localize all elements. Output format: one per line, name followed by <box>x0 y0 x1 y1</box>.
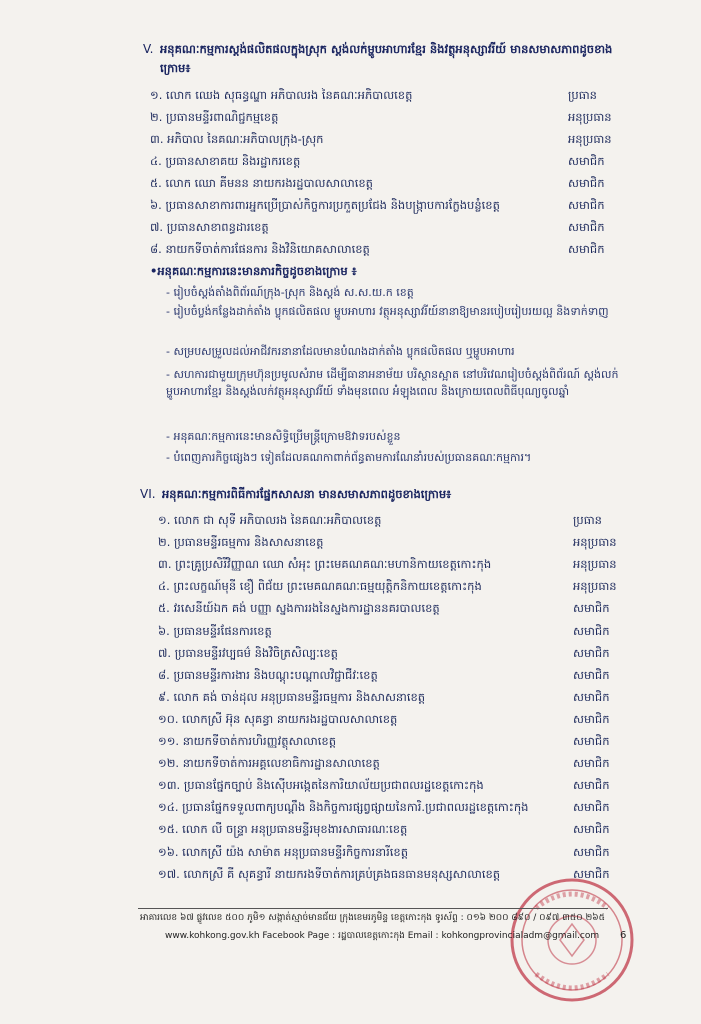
member-row-text: ២. ប្រធានមន្ទីរធម្មការ និងសាសនាខេត្ត <box>158 535 324 550</box>
member-row-text: ៥. លោក ឈោ គីមនន នាយករងរដ្ឋបាលសាលាខេត្ត <box>150 176 373 190</box>
section-vi-heading: អនុគណៈកម្មការពិធីការផ្នែកសាសនា មានសមាសភាពដូចខាងក្រោម៖ <box>162 487 452 501</box>
section-vi-number: VI. <box>140 487 156 501</box>
task-item: - សហការជាមួយក្រុមហ៊ុនប្រមូលសំរាម ដើម្បីធានាអនាម័យ បរិស្ថានស្អាត នៅបរិវេណរៀបចំស្តង់ពិព័រណ៍ ស្តង់លក់ម្ហូបអាហារខ្មែរ និងស្តង់លក់វត្ថុអនុស្សាវរីយ៍ ទាំងមុនពេល អំឡុងពេល និងក្រោយពេលពិធីបុណ្យចូលឆ្នាំ <box>166 368 619 398</box>
member-row-role: អនុប្រធាន <box>573 557 617 572</box>
member-row-role: សមាជិក <box>568 220 605 234</box>
member-row-role: សមាជិក <box>573 623 610 638</box>
member-row-text: ៧. ប្រធានសាខាពន្ធដារខេត្ត <box>150 220 269 234</box>
member-row-role: អនុប្រធាន <box>568 132 612 146</box>
member-row-role: សមាជិក <box>573 844 610 859</box>
member-row-role: សមាជិក <box>573 866 610 881</box>
member-row-text: ៣. ព្រះគ្រូប្រសិរីវិញ្ញាណ ឈោ សំអុះ ព្រះមេគណគណៈមហានិកាយខេត្តកោះកុង <box>158 557 492 572</box>
member-row-text: ១៣. ប្រធានផ្នែកច្បាប់ និងស៊ើបអង្កេតនៃការិយាល័យប្រជាពលរដ្ឋខេត្តកោះកុង <box>158 778 484 793</box>
member-row-role: សមាជិក <box>573 778 610 793</box>
footer-contacts: www.kohkong.gov.kh Facebook Page : រដ្ឋបាលខេត្តកោះកុង Email : kohkongprovincialadm@gmail.com <box>165 931 600 941</box>
member-row-text: ៦. ប្រធានសាខាការពារអ្នកប្រើប្រាស់កិច្ចការប្រកួតប្រជែង និងបង្ក្រាបការក្លែងបន្លំខេត្ត <box>150 198 500 212</box>
member-row-text: ៤. ព្រះលក្ខណ៍មុនី ខឿ ពិជ័យ ព្រះមេគណគណៈធម្មយុត្តិកនិកាយខេត្តកោះកុង <box>158 579 482 594</box>
footer-divider <box>138 908 608 909</box>
task-item: - រៀបចំស្តង់តាំងពិព័រណ៍ក្រុង-ស្រុក និងស្តង់ ស.ស.យ.ក ខេត្ត <box>166 286 414 299</box>
member-row-role: អនុប្រធាន <box>573 535 617 550</box>
member-row-role: សមាជិក <box>568 154 605 168</box>
task-item: - អនុគណៈកម្មការនេះមានសិទ្ធិប្រើមន្ត្រីក្រោមឱវាទរបស់ខ្លួន <box>166 430 401 443</box>
task-item: - បំពេញភារកិច្ចផ្សេងៗ ទៀតដែលគណកាពាក់ព័ន្ធតាមការណែនាំរបស់ប្រធានគណៈកម្មការ។ <box>166 451 532 464</box>
member-row-role: ប្រធាន <box>568 88 597 102</box>
member-row-role: ប្រធាន <box>573 513 602 527</box>
task-item: - សម្របសម្រួលដល់អាជីវករនានាដែលមានបំណងដាក់តាំង ប្លុកផលិតផល ឬម្ហូបអាហារ <box>166 345 515 358</box>
footer-address: អាគារលេខ ៦៧ ផ្លូវលេខ ៥០០ ភូមិ១ សង្កាត់ស្មាច់មានជ័យ ក្រុងខេមរភូមិន្ទ ខេត្តកោះកុង ទូរស័ព្ទ : ០១៦ ២០០ ៨៩០ / ០៩៧ ៣៥០ ២៦៥ <box>140 913 606 923</box>
member-row-text: ៦. ប្រធានមន្ទីរផែនការខេត្ត <box>158 623 272 638</box>
member-row-text: ១៤. ប្រធានផ្នែកទទួលពាក្យបណ្តឹង និងកិច្ចការផ្សព្វផ្សាយនៃការិ.ប្រជាពលរដ្ឋខេត្តកោះកុង <box>158 800 529 815</box>
section-v-number: V. <box>143 42 154 56</box>
member-row-text: ១៧. លោកស្រី គី សុគន្ធារី នាយករងទីចាត់ការគ្រប់គ្រងធនធានមនុស្សសាលាខេត្ត <box>158 866 501 881</box>
member-row-role: សមាជិក <box>573 601 610 616</box>
member-row-text: ១៦. លោកស្រី យ៉ង សាម៉ាត អនុប្រធានមន្ទីរកិច្ចការនារីខេត្ត <box>158 844 409 859</box>
member-row-text: ៥. វរសេនីយ៍ឯក គង់ បញ្ញា ស្នងការរងនៃស្នងការដ្ឋាននគរបាលខេត្ត <box>158 601 440 616</box>
member-row-role: អនុប្រធាន <box>573 579 617 594</box>
member-row-role: សមាជិក <box>573 822 610 837</box>
member-row-role: អនុប្រធាន <box>568 110 612 124</box>
member-row-role: សមាជិក <box>573 800 610 815</box>
member-row-role: សមាជិក <box>573 711 610 726</box>
member-row-text: ១២. នាយកទីចាត់ការអគ្គលេខាធិការដ្ឋានសាលាខេត្ត <box>158 756 380 771</box>
section-v-heading: អនុគណៈកម្មការស្តង់ផលិតផលក្នុងស្រុក ស្តង់លក់ម្ហូបអាហារខ្មែរ និងវត្ថុអនុស្សាវរីយ៍ មានសមាសភាពដូចខាងក្រោម៖ <box>160 42 613 75</box>
member-row-text: ១. លោក ជា សុទី អភិបាលរង នៃគណៈអភិបាលខេត្ត <box>158 513 382 527</box>
member-row-text: ៨. ប្រធានមន្ទីរការងារ និងបណ្តុះបណ្តាលវិជ្ជាជីវៈខេត្ត <box>158 667 378 682</box>
task-item: - រៀបចំប្លង់កន្លែងដាក់តាំង ប្លុកផលិតផល ម្ហូបអាហារ វត្ថុអនុស្សាវរីយ៍នានាឱ្យមានរបៀបរៀបរយល្អ និងទាក់ទាញ <box>166 305 609 318</box>
member-row-text: ១១. នាយកទីចាត់ការហិរញ្ញវត្ថុសាលាខេត្ត <box>158 734 337 748</box>
member-row-text: ២. ប្រធានមន្ទីរពាណិជ្ជកម្មខេត្ត <box>150 110 279 124</box>
member-row-text: ៨. នាយកទីចាត់ការផែនការ និងវិនិយោគសាលាខេត្ត <box>150 242 370 256</box>
member-row-role: សមាជិក <box>568 176 605 190</box>
member-row-text: ៣. អភិបាល នៃគណៈអភិបាលក្រុង-ស្រុក <box>150 132 324 146</box>
member-row-text: ១. លោក ឈេង សុធន្ធណ្ឌា អភិបាលរង នៃគណៈអភិបាលខេត្ត <box>150 88 413 102</box>
member-row-text: ៤. ប្រធានសាខាគយ និងរដ្ឋាករខេត្ត <box>150 154 301 168</box>
member-row-text: ៧. ប្រធានមន្ទីរវប្បធម៌ និងវិចិត្រសិល្បៈខេត្ត <box>158 645 338 660</box>
page-number: 6 <box>620 930 627 941</box>
member-row-role: សមាជិក <box>568 242 605 256</box>
member-row-role: សមាជិក <box>573 734 610 748</box>
member-row-text: ១៥. លោក លី ចន្ទ្រា អនុប្រធានមន្ទីរមុខងារសាធារណៈខេត្ត <box>158 822 408 837</box>
member-row-role: សមាជិក <box>573 689 610 704</box>
section-v-tasks-heading: •អនុគណៈកម្មការនេះមានភារកិច្ចដូចខាងក្រោម ៖ <box>150 264 357 278</box>
member-row-role: សមាជិក <box>568 198 605 212</box>
member-row-role: សមាជិក <box>573 667 610 682</box>
member-row-text: ៩. លោក គង់ ចាន់ដុល អនុប្រធានមន្ទីរធម្មការ និងសាសនាខេត្ត <box>158 689 426 704</box>
member-row-role: សមាជិក <box>573 756 610 771</box>
member-row-role: សមាជិក <box>573 645 610 660</box>
member-row-text: ១០. លោកស្រី អ៊ុន សុគន្ធា នាយករងរដ្ឋបាលសាលាខេត្ត <box>158 711 398 726</box>
